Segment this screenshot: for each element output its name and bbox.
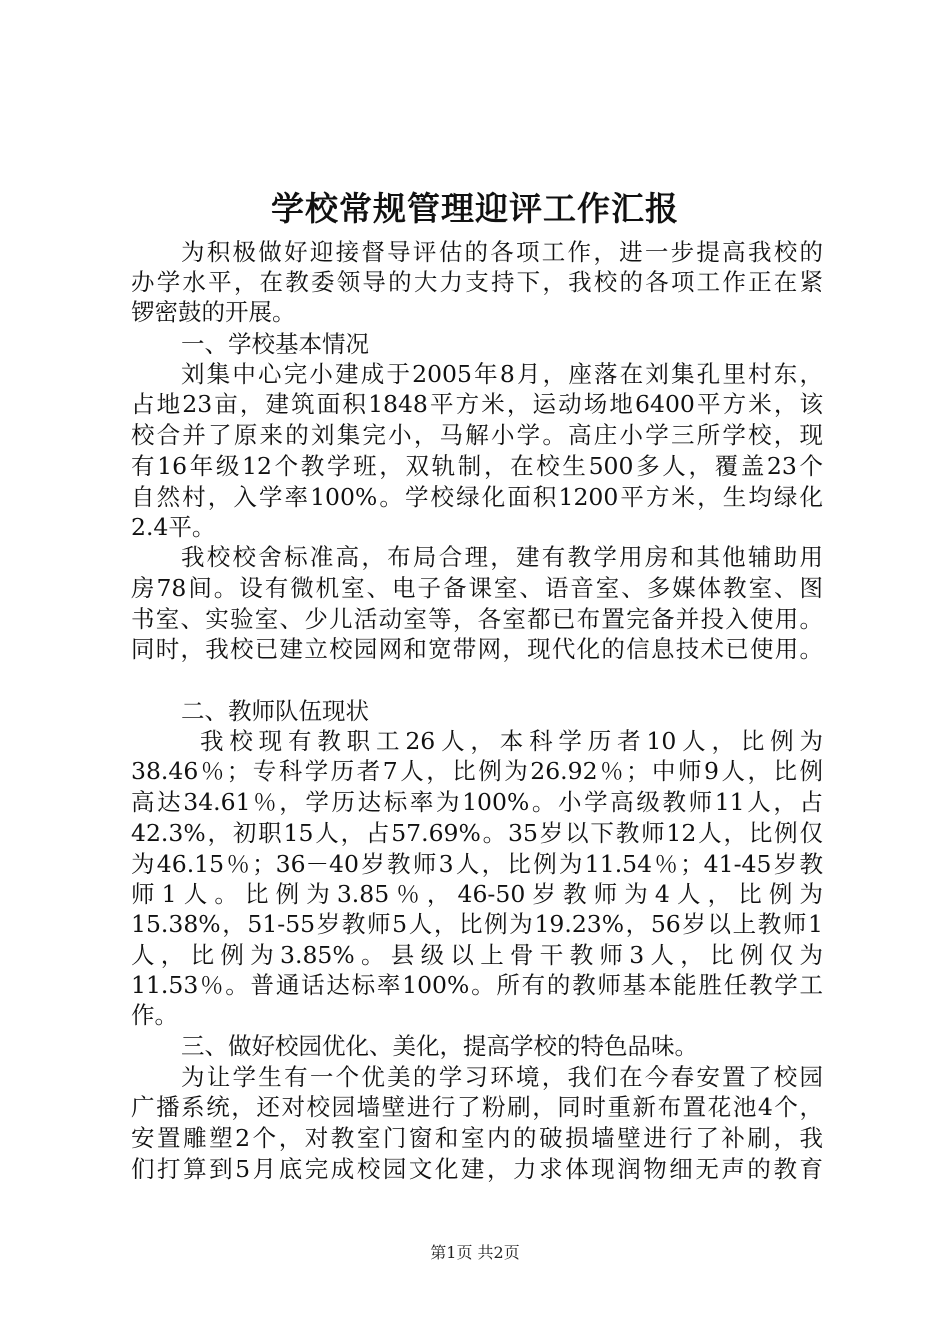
paragraph-line: 广播系统，还对校园墙壁进行了粉刷，同时重新布置花池4个，: [131, 1093, 823, 1121]
section-heading: 二、教师队伍现状: [181, 697, 369, 725]
paragraph-line: 为46.15％；36－40岁教师3人，比例为11.54％；41-45岁教: [131, 850, 823, 878]
paragraph-line: 们打算到5月底完成校园文化建，力求体现润物细无声的教育: [131, 1155, 823, 1183]
document-title: 学校常规管理迎评工作汇报: [271, 189, 679, 228]
paragraph-line: 11.53％。普通话达标率100%。所有的教师基本能胜任教学工: [131, 971, 823, 999]
page-footer: 第1页 共2页: [430, 1243, 520, 1262]
paragraph-line: 校合并了原来的刘集完小，马解小学。高庄小学三所学校，现: [131, 421, 823, 449]
paragraph-line: 为积极做好迎接督导评估的各项工作，进一步提高我校的: [181, 238, 823, 266]
section-heading: 三、做好校园优化、美化，提高学校的特色品味。: [181, 1032, 698, 1060]
paragraph-line: 2.4平。: [131, 513, 216, 541]
paragraph-line: 安置雕塑2个，对教室门窗和室内的破损墙壁进行了补刷，我: [131, 1124, 823, 1152]
paragraph-line: 刘集中心完小建成于2005年8月，座落在刘集孔里村东，: [181, 360, 823, 388]
paragraph-line: 书室、实验室、少儿活动室等，各室都已布置完备并投入使用。: [131, 605, 823, 633]
paragraph-line: 师1人。比例为3.85％，46-50岁教师为4人，比例为: [131, 880, 823, 908]
paragraph-line: 有16年级12个教学班，双轨制，在校生500多人，覆盖23个: [131, 452, 823, 480]
paragraph-line: 自然村，入学率100%。学校绿化面积1200平方米，生均绿化: [131, 483, 823, 511]
section-heading: 一、学校基本情况: [181, 330, 369, 358]
paragraph-line: 房78间。设有微机室、电子备课室、语音室、多媒体教室、图: [131, 574, 823, 602]
paragraph-line: 办学水平，在教委领导的大力支持下，我校的各项工作正在紧: [131, 268, 823, 296]
paragraph-line: 作。: [131, 1001, 178, 1029]
paragraph-line: 我校现有教职工26人，本科学历者10人，比例为: [200, 727, 823, 755]
paragraph-line: 为让学生有一个优美的学习环境，我们在今春安置了校园: [181, 1063, 823, 1091]
paragraph-line: 占地23亩，建筑面积1848平方米，运动场地6400平方米，该: [131, 390, 823, 418]
paragraph-line: 42.3%，初职15人，占57.69%。35岁以下教师12人，比例仅: [131, 819, 823, 847]
paragraph-line: 我校校舍标准高，布局合理，建有教学用房和其他辅助用: [181, 543, 823, 571]
paragraph-line: 人，比例为3.85%。县级以上骨干教师3人，比例仅为: [131, 941, 823, 969]
paragraph-line: 锣密鼓的开展。: [131, 298, 296, 326]
paragraph-line: 高达34.61％，学历达标率为100%。小学高级教师11人，占: [131, 788, 823, 816]
paragraph-line: 同时，我校已建立校园网和宽带网，现代化的信息技术已使用。: [131, 635, 823, 663]
paragraph-line: 38.46％；专科学历者7人，比例为26.92％；中师9人，比例: [131, 757, 823, 785]
paragraph-line: 15.38%，51-55岁教师5人，比例为19.23%，56岁以上教师1: [131, 910, 823, 938]
